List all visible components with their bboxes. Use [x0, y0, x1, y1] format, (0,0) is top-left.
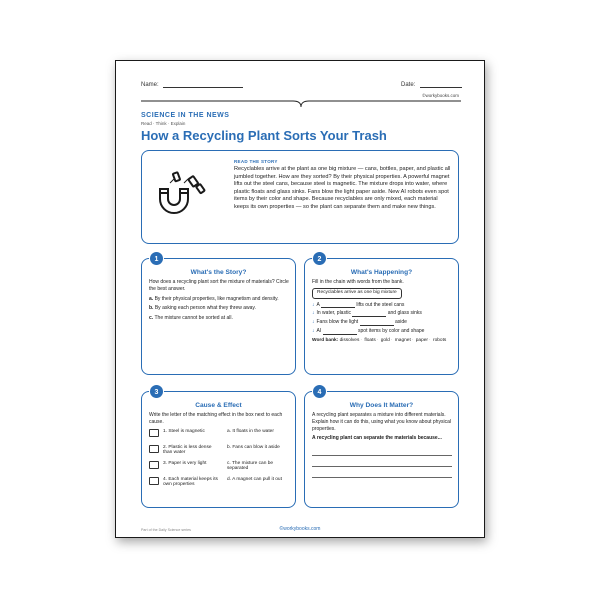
- panel-title: Why Does It Matter?: [349, 402, 414, 409]
- panel-prompt: Fill in the chain with words from the bank.: [312, 279, 404, 285]
- down-arrow-icon: ↓: [312, 327, 315, 334]
- match-row: [149, 477, 289, 497]
- panel-cause-effect: [141, 391, 296, 508]
- panel-number-badge: 1: [149, 251, 164, 266]
- date-label: Date:: [401, 82, 416, 88]
- down-arrow-icon: ↓: [312, 301, 315, 308]
- footer-site: ©workybooks.com: [279, 526, 321, 532]
- header-site: ©workybooks.com: [422, 93, 459, 98]
- chain-step: ↓ In water, plastic and glass sinks: [312, 310, 422, 317]
- answer-option-b[interactable]: b. By asking each person what they threw away.: [149, 305, 256, 312]
- worksheet-page: [115, 60, 485, 538]
- panel-title: What's the Story?: [190, 269, 247, 276]
- answer-option-c[interactable]: c. The mixture cannot be sorted at all.: [149, 315, 233, 322]
- cause-text: 1. Steel is magnetic: [163, 428, 205, 434]
- effect-text: c. The mixture can be separated: [227, 460, 274, 472]
- story-heading: READ THE STORY: [234, 159, 278, 164]
- page-title: How a Recycling Plant Sorts Your Trash: [141, 128, 387, 143]
- panel-whats-happening: [304, 258, 459, 375]
- magnet-icon: [152, 171, 208, 221]
- chain-start-box: Recyclables arrive as one big mixture: [312, 288, 402, 299]
- fill-blank[interactable]: [360, 321, 394, 326]
- panel-title: What's Happening?: [350, 269, 413, 276]
- section-kicker: SCIENCE IN THE NEWS: [141, 112, 230, 119]
- word-bank: Word bank: dissolves· floats· gold· magnet· paper· robots: [312, 337, 447, 343]
- fill-blank[interactable]: [352, 312, 386, 317]
- cause-text: 3. Paper is very light: [163, 460, 207, 466]
- fill-blank[interactable]: [321, 303, 355, 308]
- header-divider: [141, 99, 461, 109]
- section-subkicker: Read · Think · Explain: [141, 121, 186, 126]
- cause-text: 2. Plastic is less dense than water: [163, 444, 212, 456]
- answer-line[interactable]: [312, 456, 452, 467]
- name-label: Name:: [141, 82, 159, 88]
- answer-box[interactable]: [149, 477, 159, 485]
- date-field[interactable]: [401, 82, 462, 88]
- effect-text: d. A magnet can pull it out: [227, 476, 282, 482]
- sentence-starter: A recycling plant can separate the materials because...: [312, 435, 442, 442]
- answer-option-a[interactable]: a. By their physical properties, like magnetism and density.: [149, 295, 279, 302]
- chain-step: ↓ AI spot items by color and shape: [312, 327, 425, 334]
- name-line[interactable]: [163, 82, 243, 88]
- effect-text: a. It floats in the water: [227, 428, 274, 434]
- answer-box[interactable]: [149, 429, 159, 437]
- panel-title: Cause & Effect: [195, 402, 242, 409]
- match-row: [149, 461, 289, 476]
- panel-prompt: A recycling plant separates a mixture into different materials. Explain how it can do this, using what you know about physical properties.: [312, 412, 451, 432]
- effect-text: b. Fans can blow it aside: [227, 444, 280, 450]
- answer-line[interactable]: [312, 467, 452, 478]
- match-row: [149, 445, 289, 460]
- down-arrow-icon: ↓: [312, 310, 315, 317]
- fill-blank[interactable]: [323, 330, 357, 335]
- match-row: [149, 429, 289, 444]
- down-arrow-icon: ↓: [312, 319, 315, 326]
- date-line[interactable]: [420, 82, 462, 88]
- panel-why-does-it-matter: [304, 391, 459, 508]
- panel-number-badge: 3: [149, 384, 164, 399]
- cause-text: 4. Each material keeps its own properties: [163, 476, 218, 488]
- panel-prompt: Write the letter of the matching effect in the box next to each cause.: [149, 412, 283, 425]
- answer-box[interactable]: [149, 461, 159, 469]
- panel-number-badge: 2: [312, 251, 327, 266]
- story-text: Recyclables arrive at the plant as one big mixture — cans, bottles, paper, and plastic all jumbled together. How are they sorted? By their physical properties. A powerful magnet lifts out the steel cans, because steel is magnetic. The mixture drops into water, where plastic floats and glass sinks. Fans blow the light paper aside. New AI robots even spot items by their color and shape. Because recyclables are only mixed, each material keeps its own properties — so the plant can separate them and make new things.: [234, 166, 451, 210]
- panel-number-badge: 4: [312, 384, 327, 399]
- chain-step: ↓ A lifts out the steel cans: [312, 301, 405, 308]
- panel-prompt: How does a recycling plant sort the mixture of materials? Circle the best answer.: [149, 279, 289, 292]
- story-box: [141, 150, 459, 244]
- panel-whats-the-story: [141, 258, 296, 375]
- name-field[interactable]: [141, 82, 243, 88]
- answer-line[interactable]: [312, 445, 452, 456]
- chain-step: ↓ Fans blow the light aside: [312, 319, 407, 326]
- answer-box[interactable]: [149, 445, 159, 453]
- footer-series: Part of the Daily Science series: [141, 528, 191, 532]
